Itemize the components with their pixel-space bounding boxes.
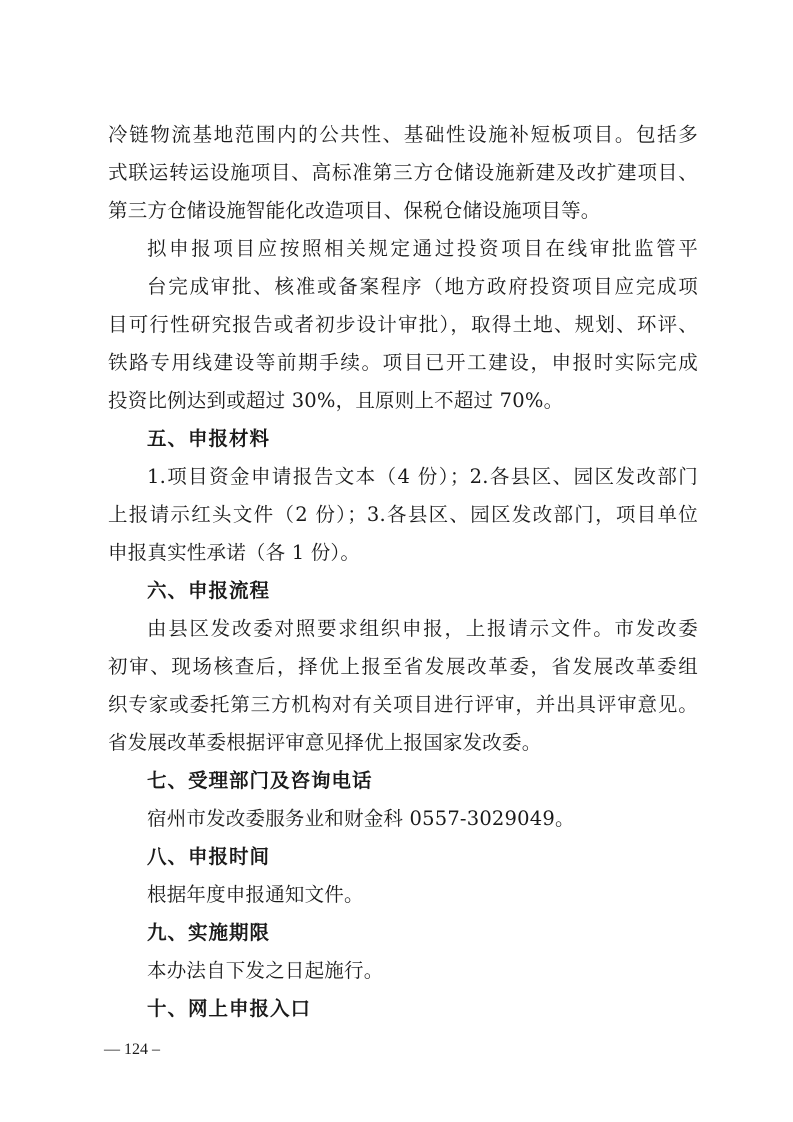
- paragraph-line: 式联运转运设施项目、高标准第三方仓储设施新建及改扩建项目、: [108, 161, 698, 184]
- paragraph-line: 拟申报项目应按照相关规定通过投资项目在线审批监管平: [147, 237, 698, 260]
- section-heading: 十、网上申报入口: [147, 997, 312, 1020]
- paragraph-line: 本办法自下发之日起施行。: [147, 959, 384, 982]
- paragraph-line: 投资比例达到或超过 30%，且原则上不超过 70%。: [108, 389, 564, 412]
- paragraph-line: 申报真实性承诺（各 1 份）。: [108, 541, 361, 564]
- paragraph-line: 1.项目资金申请报告文本（4 份）；2.各县区、园区发改部门: [147, 465, 698, 488]
- section-heading: 八、申报时间: [147, 845, 271, 868]
- paragraph-line: 冷链物流基地范围内的公共性、基础性设施补短板项目。包括多: [108, 123, 698, 146]
- paragraph-line: 由县区发改委对照要求组织申报，上报请示文件。市发改委: [147, 617, 698, 640]
- page-number: — 124 –: [104, 1041, 160, 1058]
- paragraph-line: 第三方仓储设施智能化改造项目、保税仓储设施项目等。: [108, 199, 601, 222]
- paragraph-line: 根据年度申报通知文件。: [147, 883, 364, 906]
- paragraph-line: 省发展改革委根据评审意见择优上报国家发改委。: [108, 731, 542, 754]
- section-heading: 九、实施期限: [147, 921, 271, 944]
- paragraph-line: 台完成审批、核准或备案程序（地方政府投资项目应完成项: [147, 275, 698, 298]
- section-heading: 六、申报流程: [147, 579, 271, 602]
- paragraph-line: 上报请示红头文件（2 份）；3.各县区、园区发改部门，项目单位: [108, 503, 698, 526]
- paragraph-line: 目可行性研究报告或者初步设计审批），取得土地、规划、环评、: [108, 313, 698, 336]
- paragraph-line: 初审、现场核查后，择优上报至省发展改革委，省发展改革委组: [108, 655, 698, 678]
- paragraph-line: 织专家或委托第三方机构对有关项目进行评审，并出具评审意见。: [108, 693, 698, 716]
- paragraph-line: 宿州市发改委服务业和财金科 0557-3029049。: [147, 807, 575, 830]
- section-heading: 七、受理部门及咨询电话: [147, 769, 373, 792]
- section-heading: 五、申报材料: [147, 427, 271, 450]
- paragraph-line: 铁路专用线建设等前期手续。项目已开工建设，申报时实际完成: [108, 351, 698, 374]
